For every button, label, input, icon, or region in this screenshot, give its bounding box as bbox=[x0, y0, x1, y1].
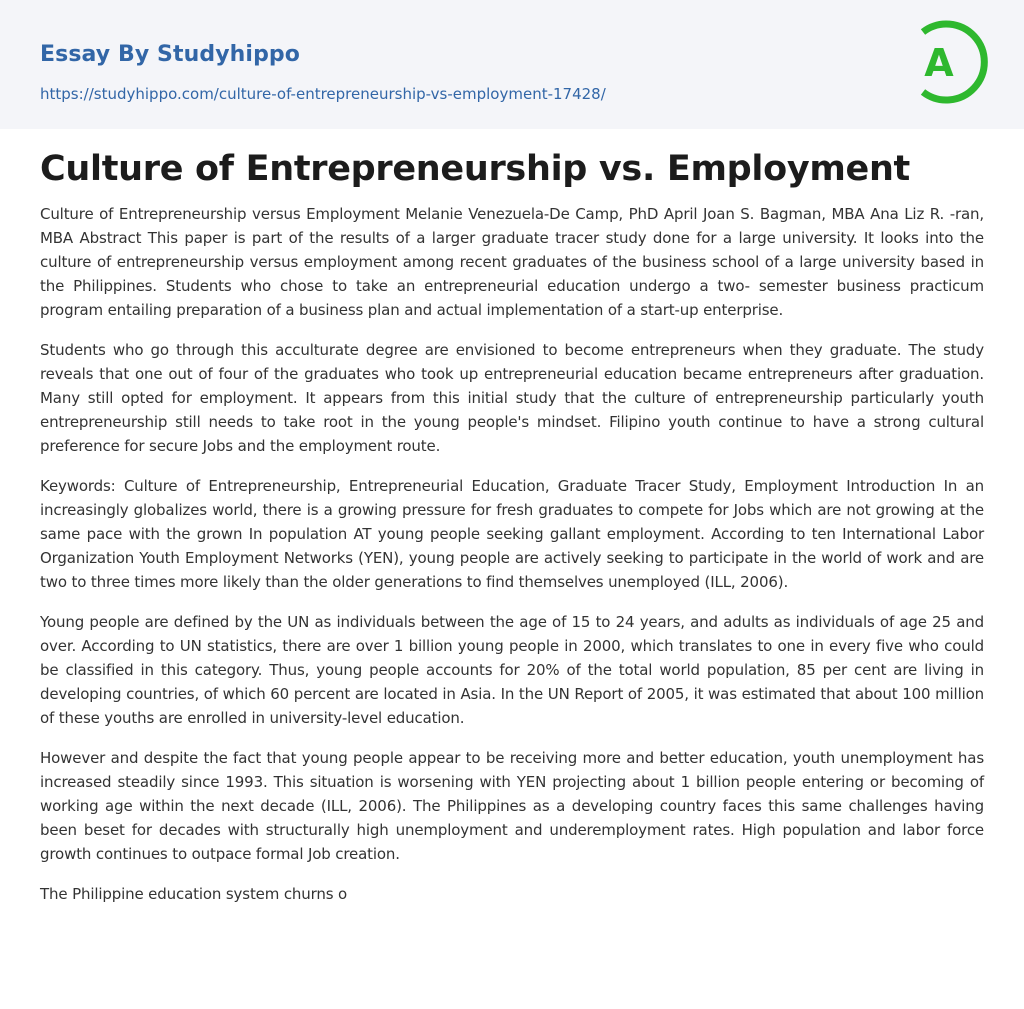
studyhippo-logo-icon[interactable] bbox=[908, 18, 988, 106]
paragraph-findings: Students who go through this acculturate degree are envisioned to become entrepreneurs when they graduate. The study reveals that one out of four of the graduates who took up entrepreneurial education became entrepreneurs after graduation. Many still opted for employment. It appears from this initial study that the culture of entrepreneurship particularly youth entrepreneurship still needs to take root in the young people's mindset. Filipino youth continue to have a strong cultural preference for secure Jobs and the employment route. bbox=[40, 341, 984, 455]
paragraph-truncated: The Philippine education system churns o bbox=[40, 885, 348, 903]
paragraph-youth-unemployment: However and despite the fact that young people appear to be receiving more and better education, youth unemployment has increased steadily since 1993. This situation is worsening with YEN projecting about 1 billion people entering or becoming of working age within the next decade (ILL, 2006). The Philippines as a developing country faces this same challenges having been beset for decades with structurally high unemployment and underemployment rates. High population and labor force growth continues to outpace formal Job creation. bbox=[40, 749, 984, 863]
essay-url-link[interactable]: https://studyhippo.com/culture-of-entrepreneurship-vs-employment-17428/ bbox=[40, 85, 606, 103]
page-title: Culture of Entrepreneurship vs. Employment bbox=[40, 149, 910, 189]
article bbox=[40, 129, 984, 922]
site-brand[interactable]: Essay By Studyhippo bbox=[40, 42, 300, 67]
paragraph-young-people-definition: Young people are defined by the UN as individuals between the age of 15 to 24 years, and adults as individuals of age 25 and over. According to UN statistics, there are over 1 billion young people in 2000, which translates to one in every five who could be classified in this category. Thus, young people accounts for 20% of the total world population, 85 per cent are living in developing countries, of which 60 percent are located in Asia. In the UN Report of 2005, it was estimated that about 100 million of these youths are enrolled in university-level education. bbox=[40, 613, 984, 727]
paragraph-keywords-introduction: Keywords: Culture of Entrepreneurship, Entrepreneurial Education, Graduate Tracer Study, Employment Introduction In an increasingly globalizes world, there is a growing pressure for fresh graduates to compete for Jobs which are not growing at the same pace with the grown In population AT young people seeking gallant employment. According to ten International Labor Organization Youth Employment Networks (YEN), young people are actively seeking to participate in the world of work and are two to three times more likely than the older generations to find themselves unemployed (ILL, 2006). bbox=[40, 477, 984, 591]
paragraph-abstract: Culture of Entrepreneurship versus Employment Melanie Venezuela-De Camp, PhD April Joan S. Bagman, MBA Ana Liz R. -ran, MBA Abstract This paper is part of the results of a larger graduate tracer study done for a large university. It looks into the culture of entrepreneurship versus employment among recent graduates of the business school of a large university based in the Philippines. Students who chose to take an entrepreneurial education undergo a two- semester business practicum program entailing preparation of a business plan and actual implementation of a start-up enterprise. bbox=[40, 205, 984, 319]
article-body bbox=[40, 202, 984, 906]
logo-letter: A bbox=[924, 41, 954, 85]
site-header bbox=[0, 0, 1024, 129]
